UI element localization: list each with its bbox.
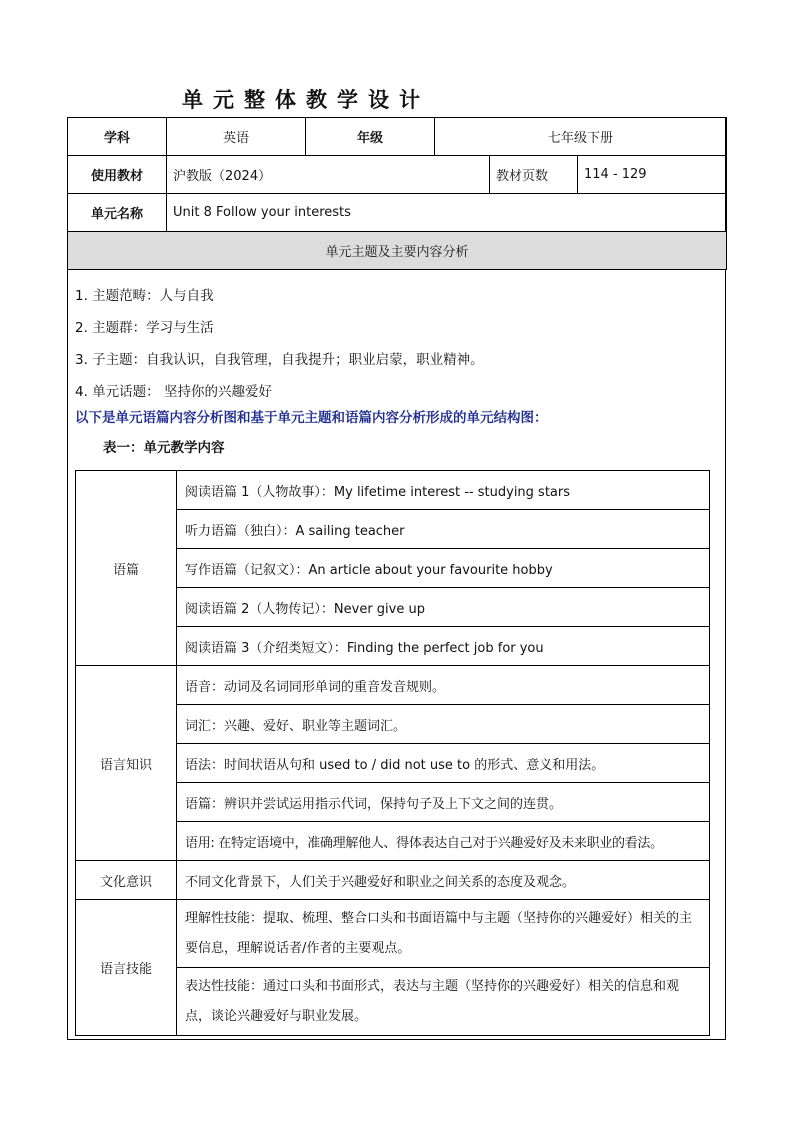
unit-value: Unit 8 Follow your interests xyxy=(167,194,727,232)
pages-value: 114 - 129 xyxy=(578,156,727,194)
table-row xyxy=(76,471,710,510)
culture-label: 文化意识 xyxy=(76,861,177,900)
knowledge-item: 语篇：辨识并尝试运用指示代词，保持句子及上下文之间的连贯。 xyxy=(177,783,710,822)
unit-label: 单元名称 xyxy=(68,194,167,232)
textbook-label: 使用教材 xyxy=(68,156,167,194)
subject-label: 学科 xyxy=(68,118,167,156)
discourse-item: 阅读语篇 3（介绍类短文）：Finding the perfect job for you xyxy=(177,627,710,666)
analysis-section xyxy=(75,286,715,470)
table-row xyxy=(76,666,710,705)
discourse-item: 写作语篇（记叙文）：An article about your favourite hobby xyxy=(177,549,710,588)
header-row-section xyxy=(68,232,727,270)
table-row xyxy=(76,900,710,968)
header-row-unit xyxy=(68,194,727,232)
analysis-item: 1. 主题范畴：人与自我 xyxy=(75,288,214,304)
content-table xyxy=(75,470,710,1036)
analysis-item: 4. 单元话题： 坚持你的兴趣爱好 xyxy=(75,384,272,400)
table-caption: 表一：单元教学内容 xyxy=(103,440,225,456)
skills-item: 表达性技能：通过口头和书面形式，表达与主题（坚持你的兴趣爱好）相关的信息和观点，谈论兴趣爱好与职业发展。 xyxy=(177,968,710,1036)
discourse-item: 听力语篇（独白）：A sailing teacher xyxy=(177,510,710,549)
subject-value: 英语 xyxy=(167,118,306,156)
knowledge-item: 语法：时间状语从句和 used to / did not use to 的形式、意义和用法。 xyxy=(177,744,710,783)
culture-item: 不同文化背景下，人们关于兴趣爱好和职业之间关系的态度及观念。 xyxy=(177,861,710,900)
discourse-item: 阅读语篇 2（人物传记）：Never give up xyxy=(177,588,710,627)
knowledge-item: 语用: 在特定语境中，准确理解他人、得体表达自己对于兴趣爱好及未来职业的看法。 xyxy=(177,822,710,861)
header-table xyxy=(67,117,727,270)
discourse-label: 语篇 xyxy=(76,471,177,666)
header-row-subject xyxy=(68,118,727,156)
section-title: 单元主题及主要内容分析 xyxy=(68,232,727,270)
skills-label: 语言技能 xyxy=(76,900,177,1036)
grade-value: 七年级下册 xyxy=(435,118,727,156)
analysis-note: 以下是单元语篇内容分析图和基于单元主题和语篇内容分析形成的单元结构图： xyxy=(75,410,548,426)
header-row-textbook xyxy=(68,156,727,194)
discourse-item: 阅读语篇 1（人物故事）：My lifetime interest -- studying stars xyxy=(177,471,710,510)
knowledge-item: 词汇：兴趣、爱好、职业等主题词汇。 xyxy=(177,705,710,744)
analysis-item: 2. 主题群：学习与生活 xyxy=(75,320,214,336)
page-title: 单元整体教学设计 xyxy=(182,88,430,112)
textbook-value: 沪教版（2024） xyxy=(167,156,490,194)
grade-label: 年级 xyxy=(306,118,435,156)
knowledge-label: 语言知识 xyxy=(76,666,177,861)
table-row xyxy=(76,861,710,900)
analysis-item: 3. 子主题：自我认识，自我管理，自我提升；职业启蒙，职业精神。 xyxy=(75,352,484,368)
knowledge-item: 语音：动词及名词同形单词的重音发音规则。 xyxy=(177,666,710,705)
skills-item: 理解性技能：提取、梳理、整合口头和书面语篇中与主题（坚持你的兴趣爱好）相关的主要信息，理解说话者/作者的主要观点。 xyxy=(177,900,710,968)
pages-label: 教材页数 xyxy=(490,156,578,194)
